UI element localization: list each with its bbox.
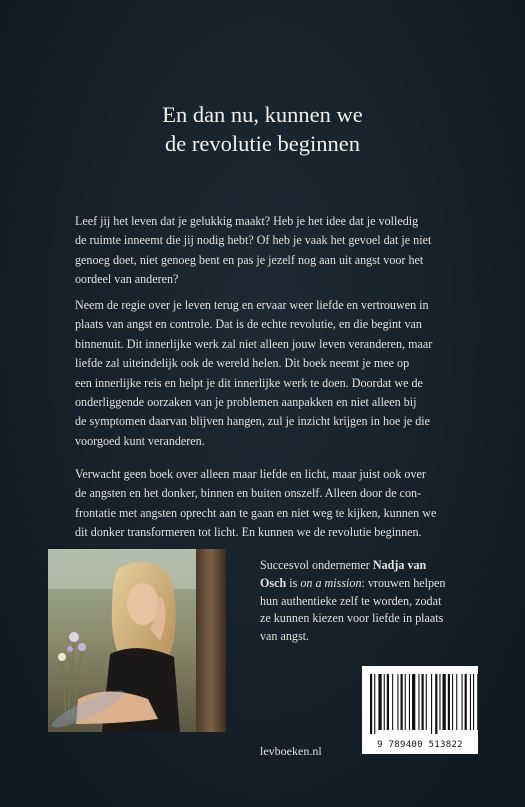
blurb-line: frontatie met angsten oprecht aan te gaan en niet weg te kijken, kunnen we — [75, 505, 437, 520]
blurb-line: liefde zal uiteindelijk ook de wereld helen. Dit boek neemt je mee op — [75, 356, 410, 371]
barcode-bar — [448, 674, 450, 730]
blurb-line: Leef jij het leven dat je gelukkig maakt? Heb je het idee dat je volledig — [75, 214, 419, 228]
isbn-barcode — [362, 666, 478, 754]
barcode-bar — [374, 674, 375, 734]
author-photo-illustration — [48, 549, 226, 732]
barcode-bar — [401, 674, 403, 730]
author-bio-line-4: ze kunnen kiezen voor liefde in plaats — [260, 611, 444, 626]
barcode-bar — [470, 674, 471, 730]
barcode-bar — [443, 674, 446, 730]
blurb-line: voorgoed kunt veranderen. — [75, 433, 205, 448]
author-bio-line-5: van angst. — [260, 629, 310, 644]
barcode-bar — [462, 674, 463, 730]
author-name: Nadja van — [372, 558, 427, 572]
blurb-line: een innerlijke reis en helpt je dit innerlijke werk te doen. Doordat we de — [75, 375, 423, 390]
cover-title — [0, 100, 525, 158]
barcode-bar — [435, 674, 437, 734]
blurb-paragraph-2 — [75, 296, 453, 451]
author-name: Osch — [260, 575, 287, 590]
blurb-line: Neem de regie over je leven terug en ervaar weer liefde en vertrouwen in — [75, 298, 429, 312]
barcode-bar — [473, 674, 474, 730]
barcode-bar — [397, 674, 398, 730]
author-bio-line-2 — [260, 575, 460, 593]
blurb-line: de symptomen daarvan blijven hangen, zul je inzicht krijgen in hoe je die — [75, 414, 430, 429]
barcode-bar — [426, 674, 427, 730]
blurb-paragraph-3 — [75, 465, 453, 543]
blurb-line: de ruimte inneemt die jij nodig hebt? Of heb je vaak het gevoel dat je niet — [75, 233, 432, 248]
isbn-number: 9 789400 513822 — [377, 740, 463, 750]
author-photo — [48, 549, 226, 732]
blurb-line: onderliggende oorzaken van je problemen aanpakken en niet alleen bij — [75, 395, 417, 410]
author-bio-line-1 — [260, 557, 460, 575]
title-line-1: En dan nu, kunnen we — [162, 102, 363, 127]
blurb-line: genoeg doet, niet genoeg bent en pas je jezelf nog aan uit angst voor het — [75, 252, 424, 267]
barcode-bar — [456, 674, 457, 730]
author-bio-text: is — [286, 575, 301, 590]
blurb-line: binnenuit. Dit innerlijke werk zal niet alleen jouw leven veranderen, maar — [75, 336, 433, 351]
barcode-bar — [422, 674, 424, 730]
author-bio-text: : vrouwen helpen — [361, 575, 446, 590]
barcode-bar — [452, 674, 453, 730]
author-bio-line-3: hun authentieke zelf te worden, zodat — [260, 593, 442, 608]
barcode-bar — [418, 674, 419, 730]
barcode-bar — [439, 674, 440, 730]
publisher-url: levboeken.nl — [260, 744, 322, 758]
barcode-bars — [362, 666, 478, 740]
blurb-line: oordeel van anderen? — [75, 272, 179, 287]
barcode-bar — [477, 674, 478, 730]
author-bio — [260, 557, 460, 646]
blurb-line: Verwacht geen boek over alleen maar liefde en licht, maar juist ook over — [75, 467, 426, 481]
blurb-line: dit donker transformeren tot licht. En kunnen we de revolutie beginnen. — [75, 525, 422, 540]
blurb-paragraph-1 — [75, 212, 453, 290]
title-line-2: de revolutie beginnen — [165, 131, 360, 156]
barcode-bar — [405, 674, 406, 730]
barcode-bar — [378, 674, 381, 730]
barcode-bar — [465, 674, 467, 730]
barcode-bar — [409, 674, 410, 730]
barcode-bar — [431, 674, 432, 734]
blurb-line: plaats van angst en controle. Dat is de echte revolutie, en die begint van — [75, 317, 422, 332]
barcode-bar — [370, 674, 372, 734]
blurb-line: de angsten en het donker, binnen en buiten onszelf. Alleen door de con- — [75, 486, 422, 501]
author-bio-text: Succesvol ondernemer — [260, 558, 373, 572]
barcode-bar — [392, 674, 393, 730]
barcode-bar — [412, 674, 415, 730]
barcode-bar — [387, 674, 389, 730]
author-bio-italic: on a mission — [300, 575, 362, 590]
barcode-bar — [384, 674, 385, 730]
